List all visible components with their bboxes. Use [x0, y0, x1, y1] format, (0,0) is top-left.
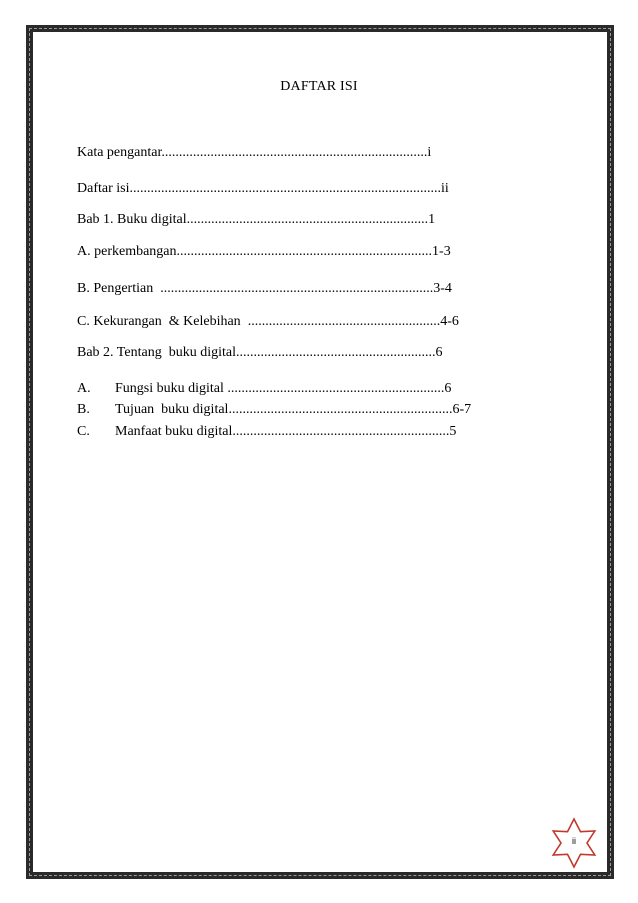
- toc-entry: [77, 145, 431, 161]
- toc-sub-entry: [77, 402, 471, 418]
- toc-sub-entry-text: Fungsi buku digital: [115, 381, 228, 396]
- toc-entry-page: 1-3: [432, 244, 451, 259]
- toc-entry-dots: .......................................................: [247, 314, 441, 329]
- toc-sub-entry: [77, 424, 456, 440]
- toc-entry-dots: .........................................................................................: [129, 181, 441, 196]
- toc-entry-dots: .....................................................................: [186, 212, 429, 227]
- toc-sub-entry-page: 6: [444, 381, 452, 396]
- toc-sub-entry-letter: A.: [77, 381, 91, 396]
- toc-entry-text: Daftar isi: [77, 181, 130, 196]
- toc-entry-page: 4-6: [440, 314, 459, 329]
- toc-entry-text: Bab 1. Buku digital: [77, 212, 187, 227]
- toc-sub-entry-page: 5: [449, 424, 457, 439]
- toc-entry-dots: ............................................................................: [161, 145, 428, 160]
- toc-entry: [77, 314, 459, 330]
- toc-sub-entry-page: 6-7: [452, 402, 472, 417]
- toc-entry: [77, 345, 442, 361]
- toc-entry-page: 1: [428, 212, 436, 227]
- toc-sub-entry: [77, 381, 451, 397]
- toc-entry-dots: .........................................................................: [176, 244, 433, 259]
- toc-sub-entry-text: Tujuan buku digital: [115, 402, 229, 417]
- toc-entry-text: B. Pengertian: [77, 281, 161, 296]
- toc-sub-entry-text: Manfaat buku digital: [115, 424, 233, 439]
- toc-sub-entry-letter: C.: [77, 424, 90, 439]
- toc-entry-text: Kata pengantar: [77, 145, 162, 160]
- toc-sub-entry-dots: ..............................................................: [227, 381, 445, 396]
- toc-entry: [77, 181, 449, 197]
- toc-entry-text: C. Kekurangan & Kelebihan: [77, 314, 248, 329]
- toc-entry: [77, 281, 452, 297]
- toc-entry-dots: ..............................................................................: [160, 281, 434, 296]
- toc-entry: [77, 244, 451, 260]
- toc-entry-text: Bab 2. Tentang buku digital: [77, 345, 236, 360]
- toc-entry-page: i: [427, 145, 432, 160]
- page-title: DAFTAR ISI: [280, 79, 358, 94]
- toc-entry-text: A. perkembangan: [77, 244, 177, 259]
- page-number: ii: [572, 836, 576, 846]
- toc-sub-entry-dots: ................................................................: [228, 402, 453, 417]
- toc-entry-page: 6: [435, 345, 443, 360]
- toc-entry-page: 3-4: [433, 281, 452, 296]
- toc-entry: [77, 212, 435, 228]
- toc-sub-entry-dots: ..............................................................: [232, 424, 450, 439]
- toc-entry-page: ii: [440, 181, 449, 196]
- toc-sub-entry-letter: B.: [77, 402, 90, 417]
- toc-entry-dots: .........................................................: [235, 345, 436, 360]
